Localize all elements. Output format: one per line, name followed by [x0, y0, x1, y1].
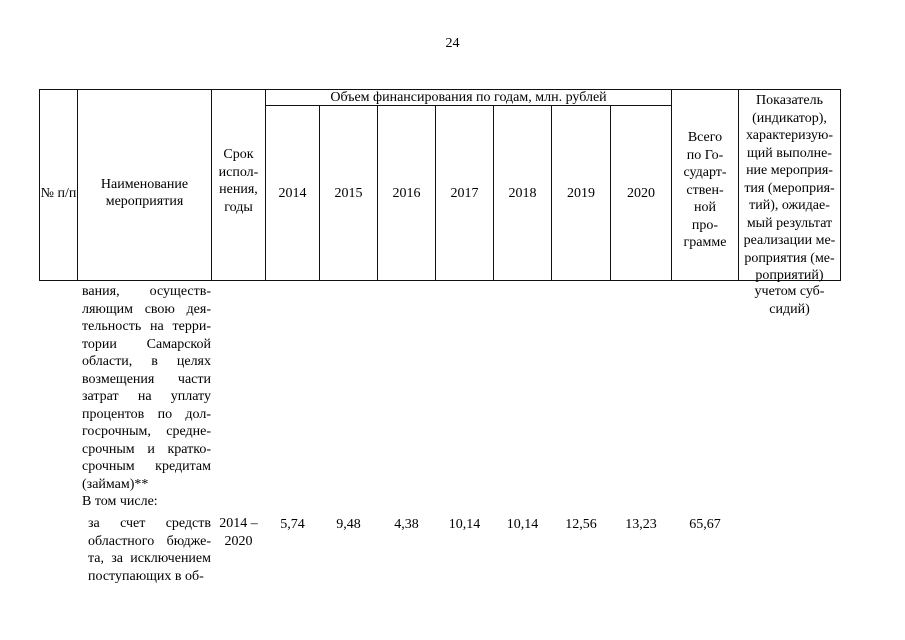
header-year: 2018	[508, 185, 537, 201]
header-name: Наименование мероприятия	[100, 177, 189, 209]
header-total: Всего по Го- сударт- ствен- ной про- грамме	[683, 130, 727, 250]
value-total: 65,67	[689, 517, 721, 532]
measure-name-continued: вания, осуществ- ляющим свою дея- тельность на терри- тории Самарской области, в целях возмещения части затрат на уплату процентов по дол- госрочным, средне- срочным и кратко- срочным кредитам (займам)**	[82, 284, 211, 492]
sub-row-term: 2014 – 2020	[219, 516, 258, 549]
header-indicator: Показатель (индикатор), характеризую- щий выполне- ние мероприя- тия (мероприя- тий), ожидае- мый результат реализации ме- роприятия (ме- роприятий)	[743, 93, 836, 283]
page-number: 24	[445, 36, 460, 51]
value-2015: 9,48	[336, 517, 361, 532]
value-2014: 5,74	[280, 517, 305, 532]
header-year: 2016	[392, 185, 421, 201]
sub-row-name: за счет средств областного бюдже- та, за исключением поступающих в об-	[88, 516, 211, 584]
value-2020: 13,23	[625, 517, 657, 532]
header-year: 2020	[627, 185, 655, 201]
header-year: 2015	[334, 185, 363, 201]
header-year: 2017	[450, 185, 479, 201]
header-number: № п/п	[40, 185, 77, 201]
header-year: 2019	[567, 185, 595, 201]
value-2017: 10,14	[448, 517, 481, 532]
subheading-in-total: В том числе:	[82, 494, 158, 509]
value-2018: 10,14	[506, 517, 539, 532]
value-2019: 12,56	[565, 517, 597, 532]
value-2016: 4,38	[394, 517, 419, 532]
indicator-continued: учетом суб- сидий)	[754, 284, 825, 317]
header-year: 2014	[278, 185, 307, 201]
header-financing-group: Объем финансирования по годам, млн. рублей	[330, 90, 607, 105]
header-term: Срок испол- нения, годы	[218, 147, 259, 215]
